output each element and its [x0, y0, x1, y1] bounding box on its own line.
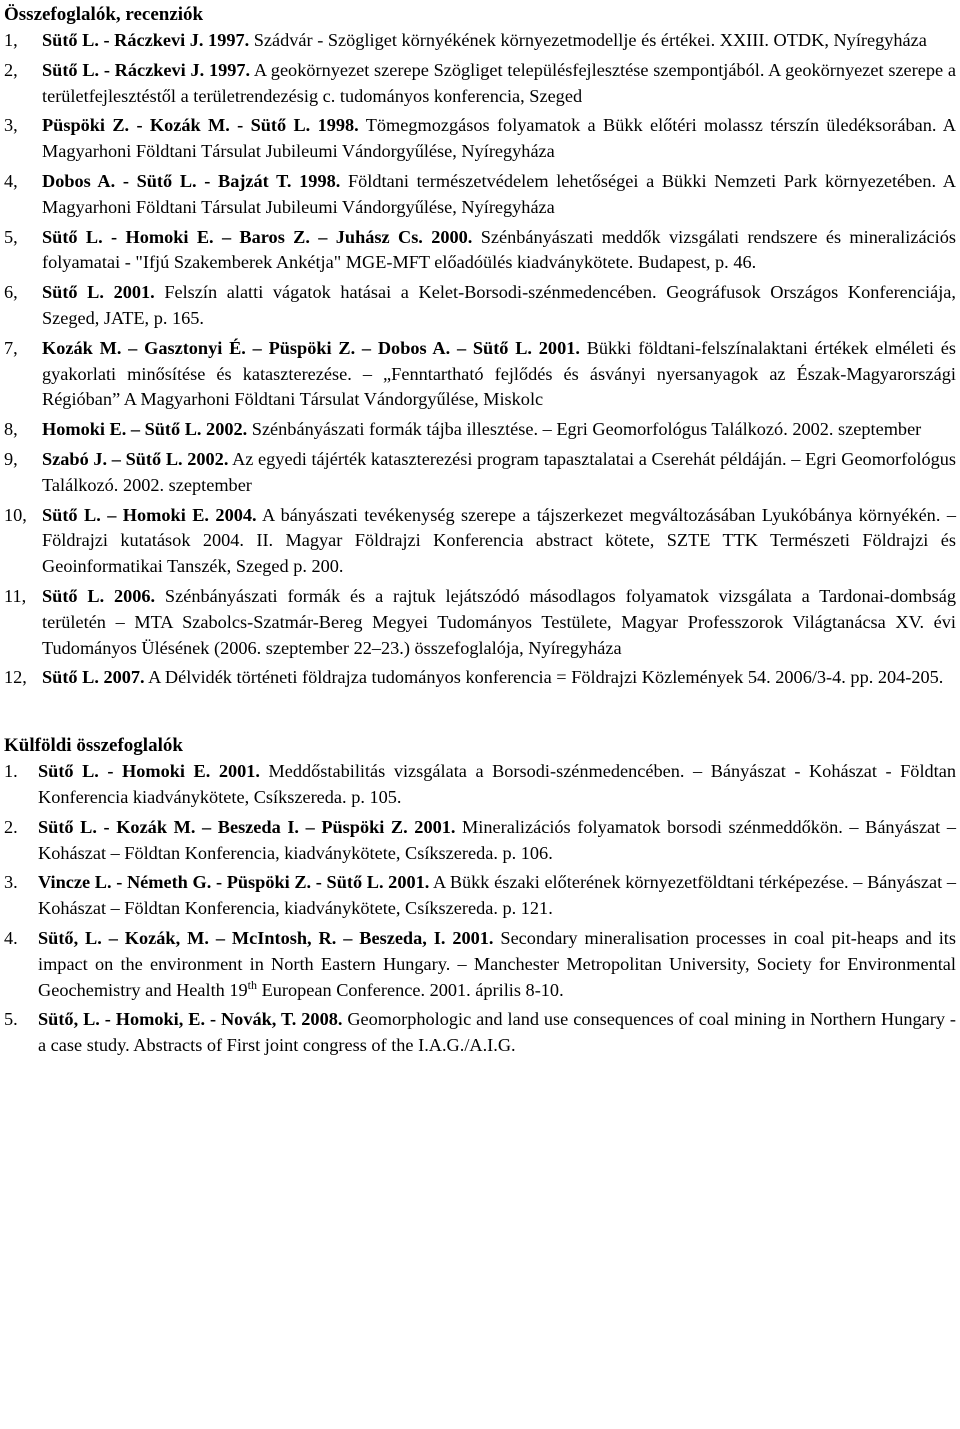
list-item — [4, 447, 956, 499]
item-text: A bányászati tevékenység szerepe a tájszerkezet megváltozásában Lyukóbánya környékén. – Földrajzi kutatások 2004. II. Magyar Földrajzi Konferencia abstract kötete, SZTE TTK Természeti Földrajzi és Geoinformatikai Tanszék, Szeged p. 200. — [42, 504, 956, 577]
section-title-reviews: Összefoglalók, recenziók — [4, 4, 204, 25]
item-authors: Sütő L. 2006. — [42, 585, 156, 606]
list-item — [4, 1007, 956, 1059]
item-authors: Sütő L. - Homoki E. 2001. — [38, 761, 260, 782]
item-text: Bükki földtani-felszínalaktani értékek elméleti és gyakorlati minősítése és kataszterezése. – „Fenntartható fejlődés és ásványi nyersanyagok az Észak-Magyarországi Régióban” A Magyarhoni Földtani Társulat Vándorgyűlése, Miskolc — [42, 337, 956, 410]
item-number: 12, — [4, 667, 27, 688]
item-superscript: th — [247, 977, 258, 992]
item-authors: Homoki E. – Sütő L. 2002. — [42, 419, 248, 440]
foreign-list — [4, 759, 956, 1059]
list-item — [4, 58, 956, 110]
item-number: 5. — [4, 1009, 18, 1030]
list-item — [4, 665, 956, 691]
list-item — [4, 926, 956, 1003]
item-number: 2, — [4, 59, 18, 80]
item-number: 1. — [4, 761, 18, 782]
item-authors: Sütő L. - Ráczkevi J. 1997. — [42, 59, 251, 80]
section-gap — [4, 695, 956, 733]
item-text: Felszín alatti vágatok hatásai a Kelet-Borsodi-szénmedencében. Geográfusok Országos Konferenciája, Szeged, JATE, p. 165. — [42, 282, 956, 328]
item-authors: Dobos A. - Sütő L. - Bajzát T. 1998. — [42, 170, 341, 191]
item-number: 7, — [4, 337, 18, 358]
list-item — [4, 113, 956, 165]
item-authors: Sütő L. - Homoki E. – Baros Z. – Juhász Cs. 2000. — [42, 226, 473, 247]
item-text: Szénbányászati meddők vizsgálati rendszere és mineralizációs folyamatai - "Ifjú Szakemberek Ankétja" MGE-MFT előadóülés kiadványkötete. Budapest, p. 46. — [42, 226, 957, 273]
item-authors: Vincze L. - Németh G. - Püspöki Z. - Sütő L. 2001. — [38, 872, 430, 893]
list-item — [4, 336, 956, 413]
list-item — [4, 759, 956, 811]
item-authors: Sütő, L. - Homoki, E. - Novák, T. 2008. — [38, 1009, 343, 1030]
item-text: Szénbányászati formák és a rajtuk lejátszódó másodlagos folyamatok vizsgálata a Tardonai-dombság területén – MTA Szabolcs-Szatmár-Bereg Megyei Tudományos Testülete, Magyar Professzorok Világtanácsa XV. évi Tudományos Ülésének (2006. szeptember 22–23.) összefoglalója, Nyíregyháza — [42, 585, 956, 658]
item-authors: Sütő L. 2001. — [42, 282, 155, 303]
item-text: Meddőstabilitás vizsgálata a Borsodi-szénmedencében. – Bányászat - Kohászat - Földtan Konferencia kiadványkötete, Csíkszereda. p. 105. — [38, 761, 957, 807]
item-number: 4. — [4, 927, 18, 948]
item-text: Tömegmozgásos folyamatok a Bükk előtéri molassz térszín üledéksorában. A Magyarhoni Földtani Társulat Jubileumi Vándorgyűlése, Nyíregyháza — [42, 115, 956, 162]
item-authors: Szabó J. – Sütő L. 2002. — [42, 448, 229, 469]
item-number: 3, — [4, 115, 18, 136]
item-number: 6, — [4, 282, 18, 303]
item-text: Szénbányászati formák tájba illesztése. – Egri Geomorfológus Találkozó. 2002. szeptember — [247, 419, 922, 440]
item-text: Szádvár - Szögliget környékének környezetmodellje és értékei. XXIII. OTDK, Nyíregyháza — [249, 30, 927, 50]
item-number: 9, — [4, 448, 18, 469]
item-number: 4, — [4, 170, 18, 191]
list-item — [4, 225, 956, 277]
item-authors: Sütő, L. – Kozák, M. – McIntosh, R. – Beszeda, I. 2001. — [38, 927, 494, 948]
item-number: 8, — [4, 419, 18, 440]
item-authors: Kozák M. – Gasztonyi É. – Püspöki Z. – Dobos A. – Sütő L. 2001. — [42, 337, 580, 358]
item-text: Secondary mineralisation processes in coal pit-heaps and its impact on the environment in North Eastern Hungary. – Manchester Metropolitan University, Society for Environmental Geochemistry and Health 19 — [38, 927, 956, 1000]
section-title-foreign: Külföldi összefoglalók — [4, 735, 183, 757]
item-text: Geomorphologic and land use consequences of coal mining in Northern Hungary - a case study. Abstracts of First joint congress of the I.A.G./A.I.G. — [38, 1009, 956, 1056]
item-authors: Püspöki Z. - Kozák M. - Sütő L. 1998. — [42, 115, 359, 136]
item-number: 1, — [4, 30, 18, 50]
list-item — [4, 417, 956, 443]
list-item — [4, 169, 956, 221]
item-number: 3. — [4, 872, 18, 893]
item-text: Az egyedi tájérték kataszterezési program tapasztalatai a Cserehát példáján. – Egri Geomorfológus Találkozó. 2002. szeptember — [42, 448, 956, 495]
reviews-list — [4, 28, 956, 691]
list-item — [4, 28, 956, 54]
item-number: 10, — [4, 504, 27, 525]
list-item — [4, 815, 956, 867]
list-item — [4, 584, 956, 661]
item-text: A Délvidék történeti földrajza tudományos konferencia = Földrajzi Közlemények 54. 2006/3-4. pp. 204-205. — [144, 667, 944, 688]
item-authors: Sütő L. – Homoki E. 2004. — [42, 504, 257, 525]
item-authors: Sütő L. - Kozák M. – Beszeda I. – Püspöki Z. 2001. — [38, 816, 456, 837]
item-text: A geokörnyezet szerepe Szögliget településfejlesztése szempontjából. A geokörnyezet szerepe a területfejlesztéstől a területrendezésig c. tudományos konferencia, Szeged — [42, 59, 957, 106]
item-number: 11, — [4, 585, 27, 606]
item-text-after: European Conference. 2001. április 8-10. — [257, 979, 564, 1000]
item-text: Mineralizációs folyamatok borsodi szénmeddőkön. – Bányászat – Kohászat – Földtan Konferencia, kiadványkötete, Csíkszereda. p. 106. — [38, 816, 956, 863]
item-number: 2. — [4, 816, 18, 837]
list-item — [4, 280, 956, 332]
item-authors: Sütő L. 2007. — [42, 667, 145, 688]
item-text: Földtani természetvédelem lehetőségei a Bükki Nemzeti Park környezetében. A Magyarhoni Földtani Társulat Jubileumi Vándorgyűlése, Nyíregyháza — [42, 170, 956, 217]
list-item — [4, 503, 956, 580]
item-number: 5, — [4, 226, 18, 247]
list-item — [4, 870, 956, 922]
item-text: A Bükk északi előterének környezetföldtani térképezése. – Bányászat – Kohászat – Földtan Konferencia, kiadványkötete, Csíkszereda. p. 121. — [38, 872, 957, 919]
item-authors: Sütő L. - Ráczkevi J. 1997. — [42, 30, 250, 50]
